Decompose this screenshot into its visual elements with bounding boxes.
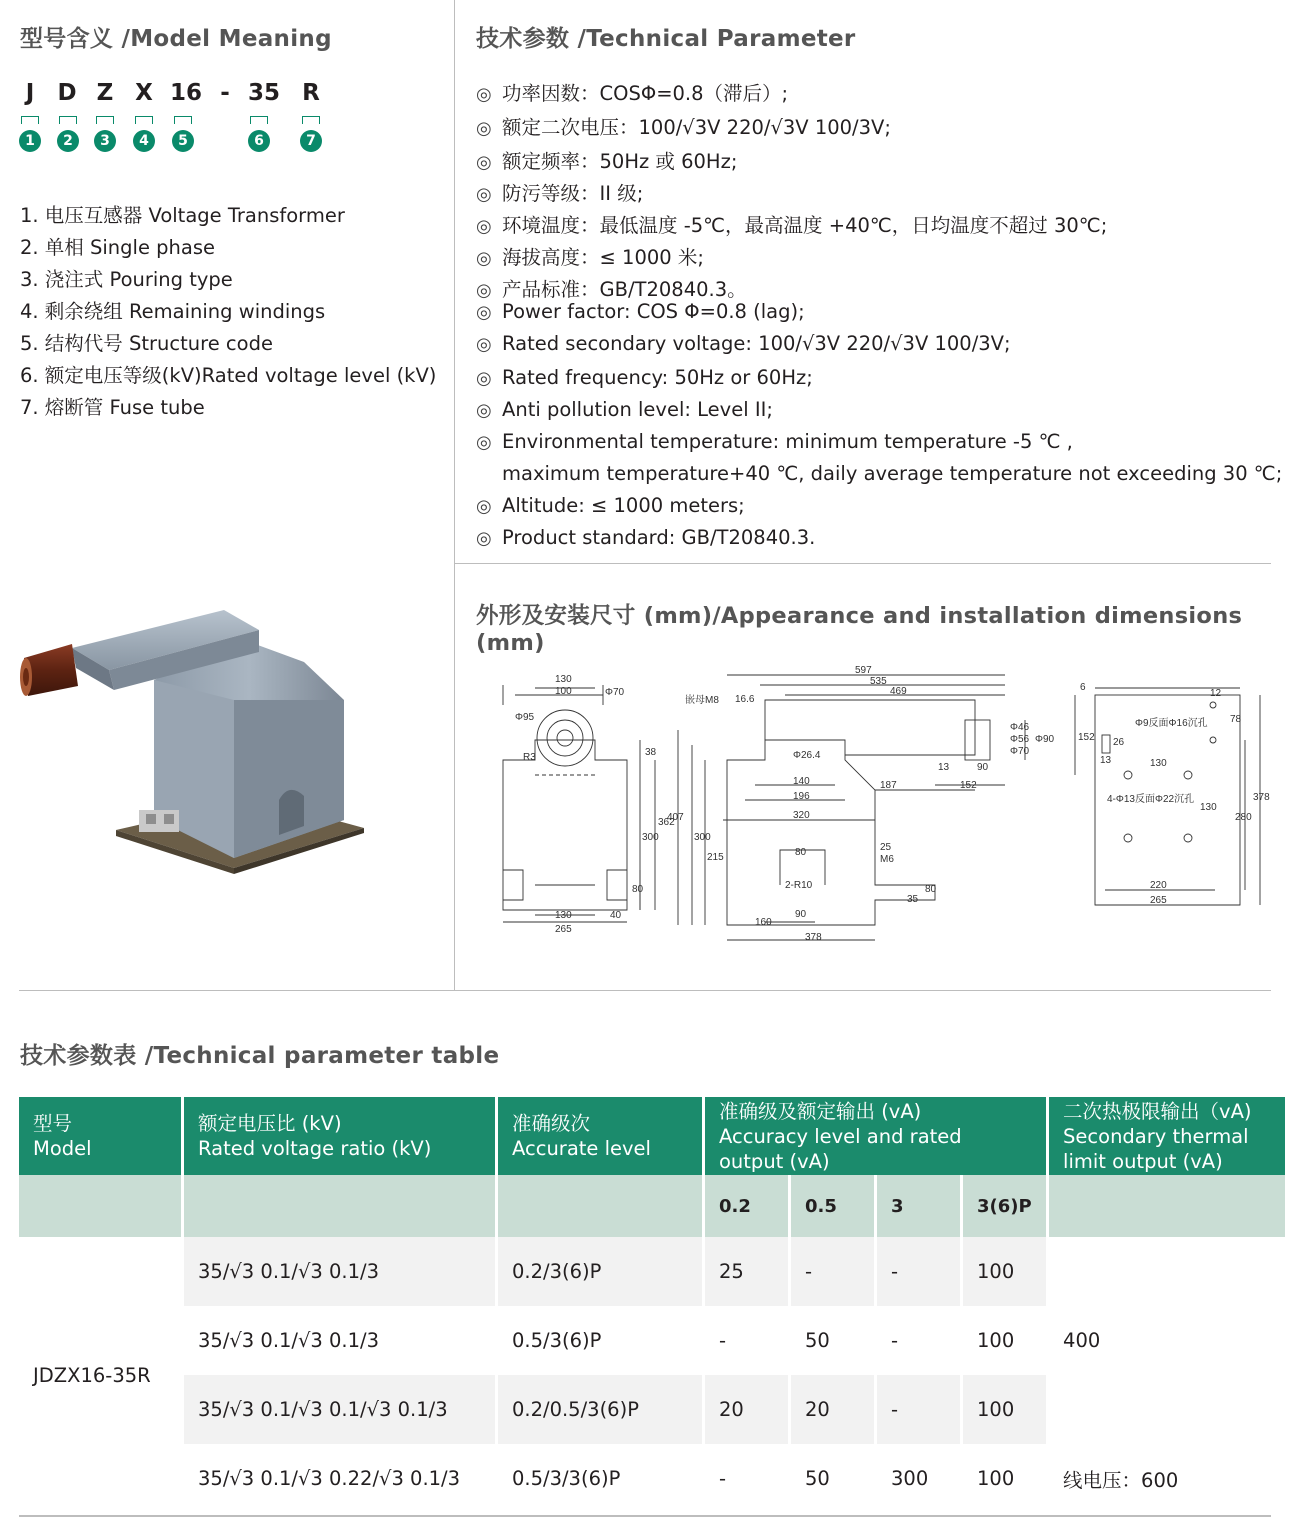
dim-label: 215	[707, 852, 724, 863]
code-letter-d: D	[57, 80, 77, 106]
dim-label: 280	[1235, 812, 1252, 823]
dim-label: 嵌母M8	[685, 695, 719, 706]
dim-label: 597	[855, 665, 872, 676]
list-item: ◎ 功率因数：COSΦ=0.8（滞后）;	[476, 82, 789, 105]
code-number-5: 5	[172, 130, 194, 152]
header-rated-output: 准确级及额定输出 (vA) Accuracy level and rated output (vA)	[705, 1097, 1046, 1175]
list-item: ◎ Power factor: COS Φ=0.8 (lag);	[476, 300, 805, 323]
list-item: ◎ 产品标准：GB/T20840.3。	[476, 278, 747, 301]
model-meaning-list	[20, 200, 436, 424]
dim-label: 40	[610, 910, 622, 921]
dim-label: 80	[632, 884, 644, 895]
code-number-4: 4	[133, 130, 155, 152]
model-meaning-title: 型号含义 /Model Meaning	[20, 26, 332, 52]
dim-label: 378	[805, 932, 822, 943]
dim-label: 78	[1230, 714, 1242, 725]
dim-label: 407	[667, 812, 684, 823]
dim-label: 35	[907, 894, 919, 905]
dim-label: 130	[555, 674, 572, 685]
dim-label: Φ46	[1010, 722, 1030, 733]
dim-label: 130	[1200, 802, 1217, 813]
dim-label: Φ9反面Φ16沉孔	[1135, 718, 1208, 729]
list-item: ◎ Rated frequency: 50Hz or 60Hz;	[476, 366, 813, 389]
subheader-0-5: 0.5	[791, 1175, 874, 1237]
header-model: 型号 Model	[19, 1097, 181, 1175]
dim-label: 13	[938, 762, 950, 773]
dim-label: R3	[523, 752, 536, 763]
dim-label: 90	[977, 762, 989, 773]
dim-label: 2-R10	[785, 880, 813, 891]
thermal-line-cell: 线电压：600	[1063, 1468, 1179, 1492]
dimension-drawing	[495, 660, 1285, 950]
dim-label: 378	[1253, 792, 1270, 803]
dim-label: 140	[793, 776, 810, 787]
dim-label: 80	[925, 884, 937, 895]
parameter-table-title: 技术参数表 /Technical parameter table	[20, 1043, 500, 1069]
dim-label: Φ26.4	[793, 750, 821, 761]
dim-label: 300	[642, 832, 659, 843]
subheader-3-6p: 3(6)P	[963, 1175, 1046, 1237]
dim-label: 80	[795, 847, 807, 858]
list-item: 7. 熔断管 Fuse tube	[20, 396, 205, 419]
product-photo	[14, 600, 374, 875]
dim-label: 187	[880, 780, 897, 791]
dim-label: 16.6	[735, 694, 755, 705]
dim-label: 160	[755, 917, 772, 928]
dim-label: 196	[793, 791, 810, 802]
list-item: 5. 结构代号 Structure code	[20, 332, 273, 355]
code-dash: -	[220, 80, 230, 106]
dim-label: 300	[694, 832, 711, 843]
code-number-3: 3	[94, 130, 116, 152]
list-item: 3. 浇注式 Pouring type	[20, 268, 233, 291]
code-letter-x: X	[135, 80, 153, 106]
list-item: ◎ 海拔高度：≤ 1000 米;	[476, 246, 704, 269]
dim-label: 265	[555, 924, 572, 935]
section-divider	[455, 563, 1271, 564]
dim-label: 362	[658, 817, 675, 828]
subheader-3: 3	[877, 1175, 960, 1237]
dim-label: 90	[795, 909, 807, 920]
dim-label: 320	[793, 810, 810, 821]
subheader-0-2: 0.2	[705, 1175, 788, 1237]
dim-label: 6	[1080, 682, 1086, 693]
dim-label: 38	[645, 747, 657, 758]
code-number-1: 1	[19, 130, 41, 152]
model-cell: JDZX16-35R	[19, 1237, 181, 1513]
technical-parameter-title: 技术参数 /Technical Parameter	[476, 26, 856, 52]
dim-label: 12	[1210, 688, 1222, 699]
list-item: ◎ 环境温度：最低温度 -5℃，最高温度 +40℃，日均温度不超过 30℃;	[476, 214, 1108, 237]
dim-label: 535	[870, 676, 887, 687]
code-number-6: 6	[248, 130, 270, 152]
list-item: ◎ Rated secondary voltage: 100/√3V 220/√3V 100/3V;	[476, 332, 1011, 355]
dim-label: 13	[1100, 755, 1112, 766]
table-row: 35/√3 0.1/√3 0.1/√3 0.1/3 0.2/0.5/3(6)P 20 20 - 100	[19, 1375, 1285, 1444]
table-row: 35/√3 0.1/√3 0.1/3 0.5/3(6)P - 50 - 100	[198, 1329, 1015, 1352]
appearance-title: 外形及安装尺寸 (mm)/Appearance and installation dimensions (mm)	[476, 603, 1243, 656]
list-item: ◎ 额定二次电压：100/√3V 220/√3V 100/3V;	[476, 116, 891, 139]
code-letter-16: 16	[169, 80, 202, 106]
section-divider	[19, 990, 1271, 991]
dim-label: Φ56	[1010, 734, 1030, 745]
list-item: ◎ Altitude: ≤ 1000 meters;	[476, 494, 745, 517]
list-item: 4. 剩余绕组 Remaining windings	[20, 300, 326, 323]
code-letter-j: J	[25, 80, 35, 106]
list-item: 1. 电压互感器 Voltage Transformer	[20, 204, 345, 227]
list-item: ◎ Product standard: GB/T20840.3.	[476, 526, 816, 549]
dim-label: M6	[880, 854, 894, 865]
dim-label: 25	[880, 842, 892, 853]
dim-label: 469	[890, 686, 907, 697]
table-row: 35/√3 0.1/√3 0.22/√3 0.1/3 0.5/3/3(6)P - 50 300 100 线电压：600	[19, 1444, 1285, 1513]
list-item: ◎ 防污等级：II 级;	[476, 182, 644, 205]
list-item: 6. 额定电压等级(kV)Rated voltage level (kV)	[20, 364, 437, 387]
header-ratio: 额定电压比 (kV) Rated voltage ratio (kV)	[184, 1097, 495, 1175]
list-item: ◎ Environmental temperature: minimum temperature -5 ℃ ,	[476, 430, 1073, 453]
dim-label: 152	[1078, 732, 1095, 743]
table-row: JDZX16-35R 35/√3 0.1/√3 0.1/3 0.2/3(6)P 25 - - 100 400	[19, 1237, 1285, 1306]
code-number-2: 2	[57, 130, 79, 152]
dim-label: 100	[555, 686, 572, 697]
parameter-table	[16, 1097, 1288, 1513]
dim-label: 130	[555, 910, 572, 921]
model-code	[14, 80, 334, 155]
list-item: ◎ Anti pollution level: Level II;	[476, 398, 773, 421]
thermal-cell: 400	[1049, 1237, 1285, 1444]
dim-label: Φ90	[1035, 734, 1055, 745]
list-item: 2. 单相 Single phase	[20, 236, 215, 259]
list-item: ◎ 额定频率：50Hz 或 60Hz;	[476, 150, 738, 173]
bottom-divider	[19, 1515, 1271, 1517]
code-letter-z: Z	[96, 80, 114, 106]
header-thermal: 二次热极限输出（vA) Secondary thermal limit output (vA)	[1049, 1097, 1285, 1175]
dim-label: 130	[1150, 758, 1167, 769]
dim-label: 152	[960, 780, 977, 791]
dim-label: Φ95	[515, 712, 535, 723]
dim-label: Φ70	[1010, 746, 1030, 757]
dim-label: 220	[1150, 880, 1167, 891]
header-accuracy: 准确级次 Accurate level	[498, 1097, 702, 1175]
dim-label: 26	[1113, 737, 1125, 748]
dim-label: 265	[1150, 895, 1167, 906]
dim-label: 4-Φ13反面Φ22沉孔	[1107, 794, 1195, 805]
vertical-divider	[454, 0, 455, 990]
code-letter-35: 35	[247, 80, 280, 106]
code-letter-r: R	[302, 80, 320, 106]
code-number-7: 7	[300, 130, 322, 152]
dim-label: Φ70	[605, 687, 625, 698]
